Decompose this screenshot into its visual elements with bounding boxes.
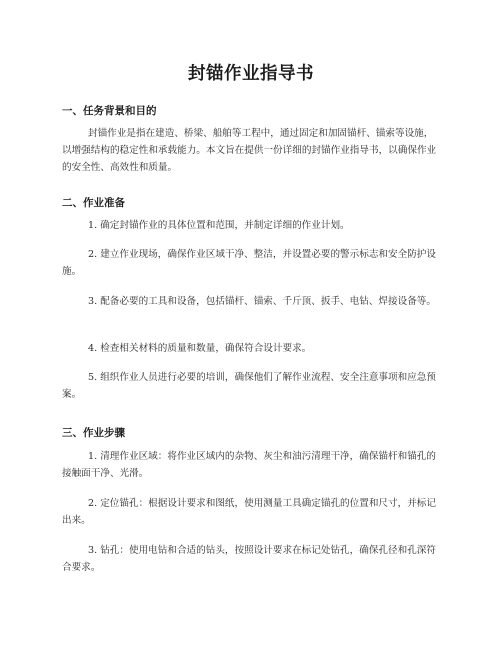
list-item-step-2: 2. 定位锚孔：根据设计要求和图纸，使用测量工具确定锚孔的位置和尺寸，并标记出来。 <box>62 498 436 526</box>
section-heading-background: 一、任务背景和目的 <box>62 105 157 117</box>
document-title: 封锚作业指导书 <box>188 64 314 84</box>
list-item-step-3: 3. 钻孔：使用电钻和合适的钻头，按照设计要求在标记处钻孔，确保孔径和孔深符合要求。 <box>62 545 436 573</box>
list-item-step-1: 1. 清理作业区域：将作业区域内的杂物、灰尘和油污清理干净，确保锚杆和锚孔的接触面干净、光滑。 <box>62 451 436 479</box>
section-heading-steps: 三、作业步骤 <box>62 427 125 439</box>
section-heading-preparation: 二、作业准备 <box>62 197 125 209</box>
list-item-prep-4: 4. 检查相关材料的质量和数量，确保符合设计要求。 <box>88 343 312 354</box>
list-item-prep-1: 1. 确定封锚作业的具体位置和范围，并制定详细的作业计划。 <box>88 220 350 231</box>
list-item-prep-2: 2. 建立作业现场，确保作业区域干净、整洁，并设置必要的警示标志和安全防护设施。 <box>62 249 436 277</box>
list-item-prep-5: 5. 组织作业人员进行必要的培训，确保他们了解作业流程、安全注意事项和应急预案。 <box>62 372 436 400</box>
paragraph-background: 封锚作业是指在建造、桥梁、船舶等工程中，通过固定和加固锚杆、锚索等设施，以增强结构的稳定性和承载能力。本文旨在提供一份详细的封锚作业指导书，以确保作业的安全性、高效性和质量。 <box>62 128 437 173</box>
list-item-prep-3: 3. 配备必要的工具和设备，包括锚杆、锚索、千斤顶、扳手、电钻、焊接设备等。 <box>88 296 436 307</box>
